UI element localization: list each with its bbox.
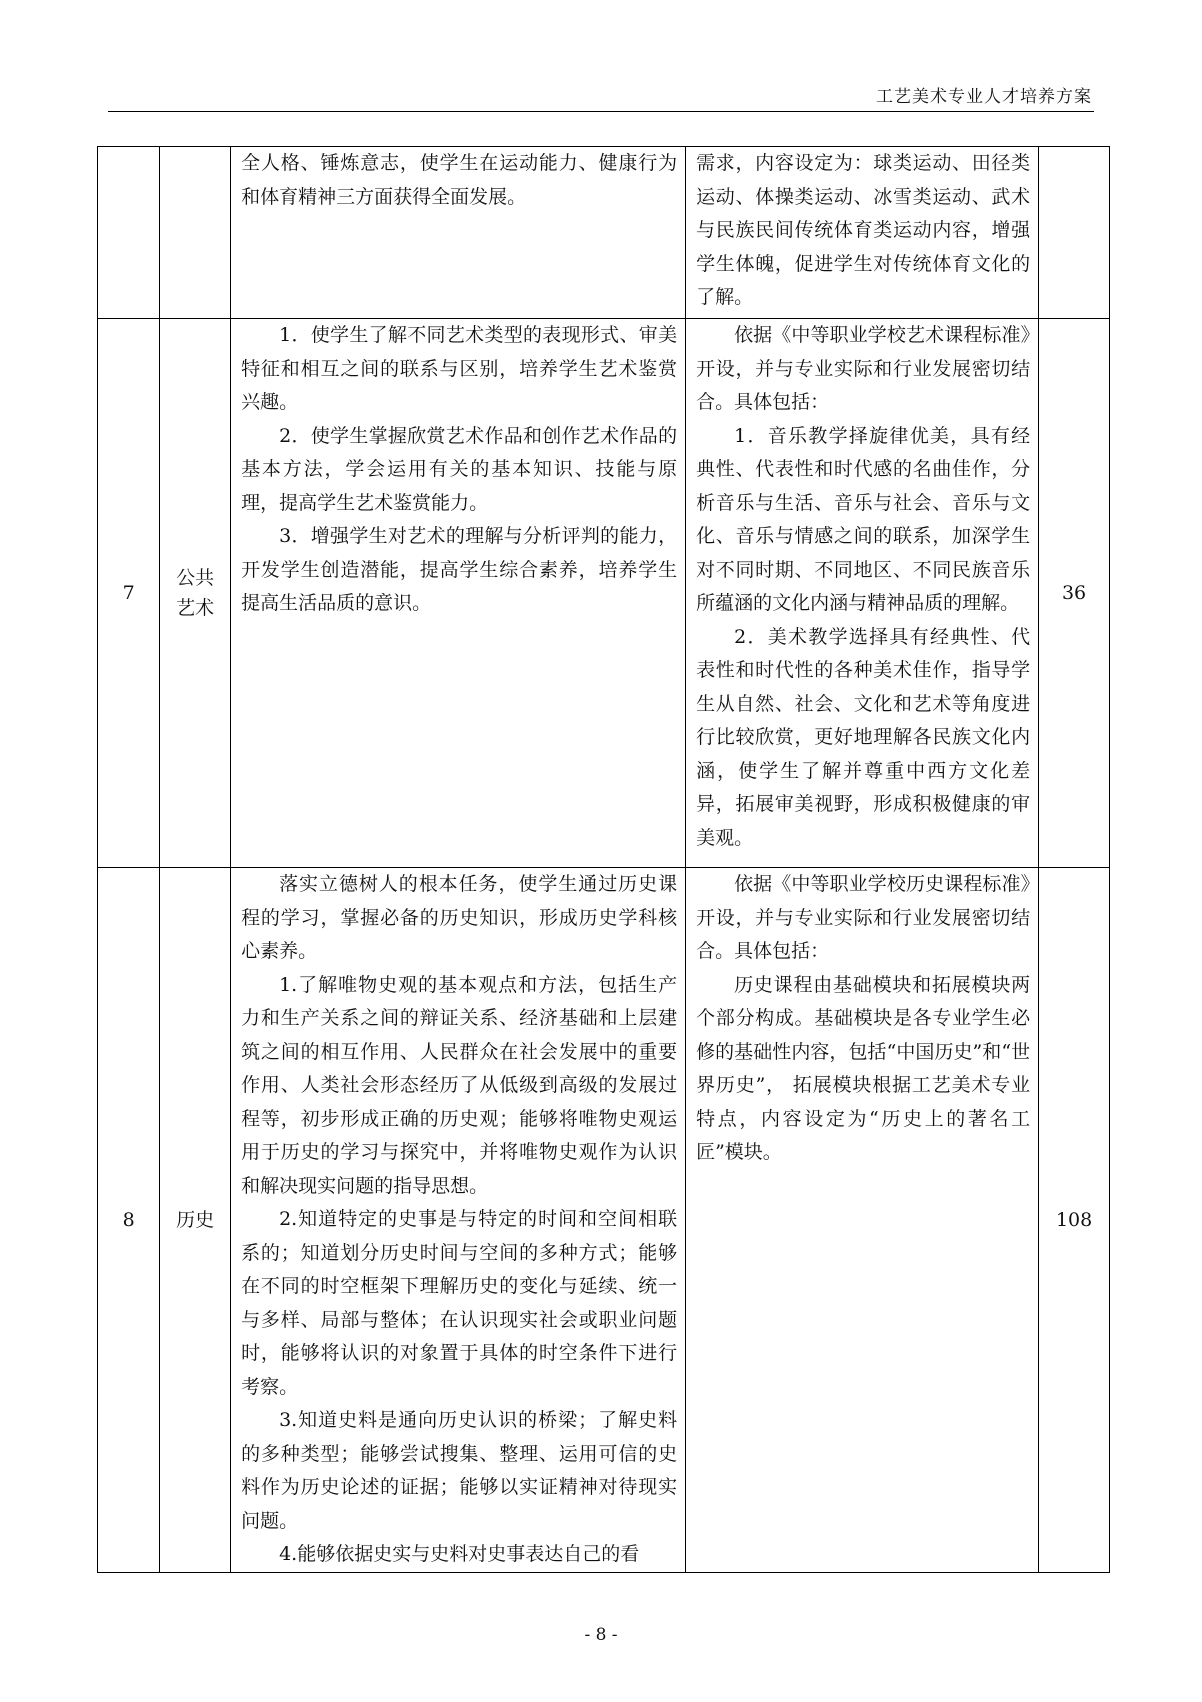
objectives-cell — [231, 147, 686, 319]
table-row — [98, 868, 1110, 1573]
course-name-cell — [160, 147, 231, 319]
objective-paragraph: 全人格、锤炼意志，使学生在运动能力、健康行为和体育精神三方面获得全面发展。 — [241, 152, 678, 208]
content-paragraph: 依据《中等职业学校艺术课程标准》开设，并与专业实际和行业发展密切结合。具体包括： — [696, 324, 1031, 413]
hours-cell — [1039, 147, 1110, 319]
objective-paragraph: 2．使学生掌握欣赏艺术作品和创作艺术作品的基本方法，学会运用有关的基本知识、技能与原理，提高学生艺术鉴赏能力。 — [241, 424, 678, 514]
objective-paragraph: 3.知道史料是通向历史认识的桥梁；了解史料的多种类型；能够尝试搜集、整理、运用可信的史料作为历史论述的证据；能够以实证精神对待现实问题。 — [241, 1409, 678, 1532]
course-name-cell: 历史 — [160, 868, 231, 1573]
row-number-cell: 7 — [98, 319, 160, 868]
course-name-text: 公共艺术 — [176, 567, 215, 619]
content-paragraph: 2．美术教学选择具有经典性、代表性和时代性的各种美术佳作，指导学生从自然、社会、文化和艺术等角度进行比较欣赏，更好地理解各民族文化内涵，使学生了解并尊重中西方文化差异，拓展审美视野，形成积极健康的审美观。 — [696, 625, 1031, 849]
objective-paragraph: 落实立德树人的根本任务，使学生通过历史课程的学习，掌握必备的历史知识，形成历史学科核心素养。 — [241, 873, 678, 962]
row-number-cell — [98, 147, 160, 319]
content-paragraph: 依据《中等职业学校历史课程标准》开设，并与专业实际和行业发展密切结合。具体包括： — [696, 873, 1031, 962]
content-paragraph: 需求，内容设定为：球类运动、田径类运动、体操类运动、冰雪类运动、武术与民族民间传统体育类运动内容，增强学生体魄，促进学生对传统体育文化的了解。 — [696, 152, 1031, 308]
course-table — [97, 146, 1110, 1573]
objective-paragraph: 3．增强学生对艺术的理解与分析评判的能力，开发学生创造潜能，提高学生综合素养，培养学生提高生活品质的意识。 — [241, 525, 678, 614]
content-paragraph: 1．音乐教学择旋律优美，具有经典性、代表性和时代感的名曲佳作，分析音乐与生活、音乐与社会、音乐与文化、音乐与情感之间的联系，加深学生对不同时期、不同地区、不同民族音乐所蕴涵的文化内涵与精神品质的理解。 — [696, 424, 1031, 614]
row-number-cell: 8 — [98, 868, 160, 1573]
objective-paragraph: 1.了解唯物史观的基本观点和方法，包括生产力和生产关系之间的辩证关系、经济基础和上层建筑之间的相互作用、人民群众在社会发展中的重要作用、人类社会形态经历了从低级到高级的发展过程等，初步形成正确的历史观；能够将唯物史观运用于历史的学习与探究中，并将唯物史观作为认识和解决现实问题的指导思想。 — [241, 973, 678, 1197]
content-cell — [686, 147, 1039, 319]
course-name-cell — [160, 319, 231, 868]
content-paragraph: 历史课程由基础模块和拓展模块两个部分构成。基础模块是各专业学生必修的基础性内容，包括“中国历史”和“世界历史”， 拓展模块根据工艺美术专业特点，内容设定为“历史上的著名工匠”模块。 — [696, 973, 1031, 1163]
content-cell — [686, 319, 1039, 868]
hours-cell: 36 — [1039, 319, 1110, 868]
page-number: - 8 - — [584, 1625, 618, 1645]
objectives-cell — [231, 868, 686, 1573]
objective-paragraph: 1．使学生了解不同艺术类型的表现形式、审美特征和相互之间的联系与区别，培养学生艺术鉴赏兴趣。 — [241, 324, 678, 413]
header-rule — [108, 111, 1094, 112]
hours-cell: 108 — [1039, 868, 1110, 1573]
document-header-title: 工艺美术专业人才培养方案 — [876, 87, 1092, 107]
objective-paragraph: 4.能够依据史实与史料对史事表达自己的看 — [279, 1543, 640, 1565]
table-row — [98, 147, 1110, 319]
objectives-cell — [231, 319, 686, 868]
table-row — [98, 319, 1110, 868]
content-cell — [686, 868, 1039, 1573]
objective-paragraph: 2.知道特定的史事是与特定的时间和空间相联系的；知道划分历史时间与空间的多种方式；能够在不同的时空框架下理解历史的变化与延续、统一与多样、局部与整体；在认识现实社会或职业问题时，能够将认识的对象置于具体的时空条件下进行考察。 — [241, 1208, 678, 1398]
